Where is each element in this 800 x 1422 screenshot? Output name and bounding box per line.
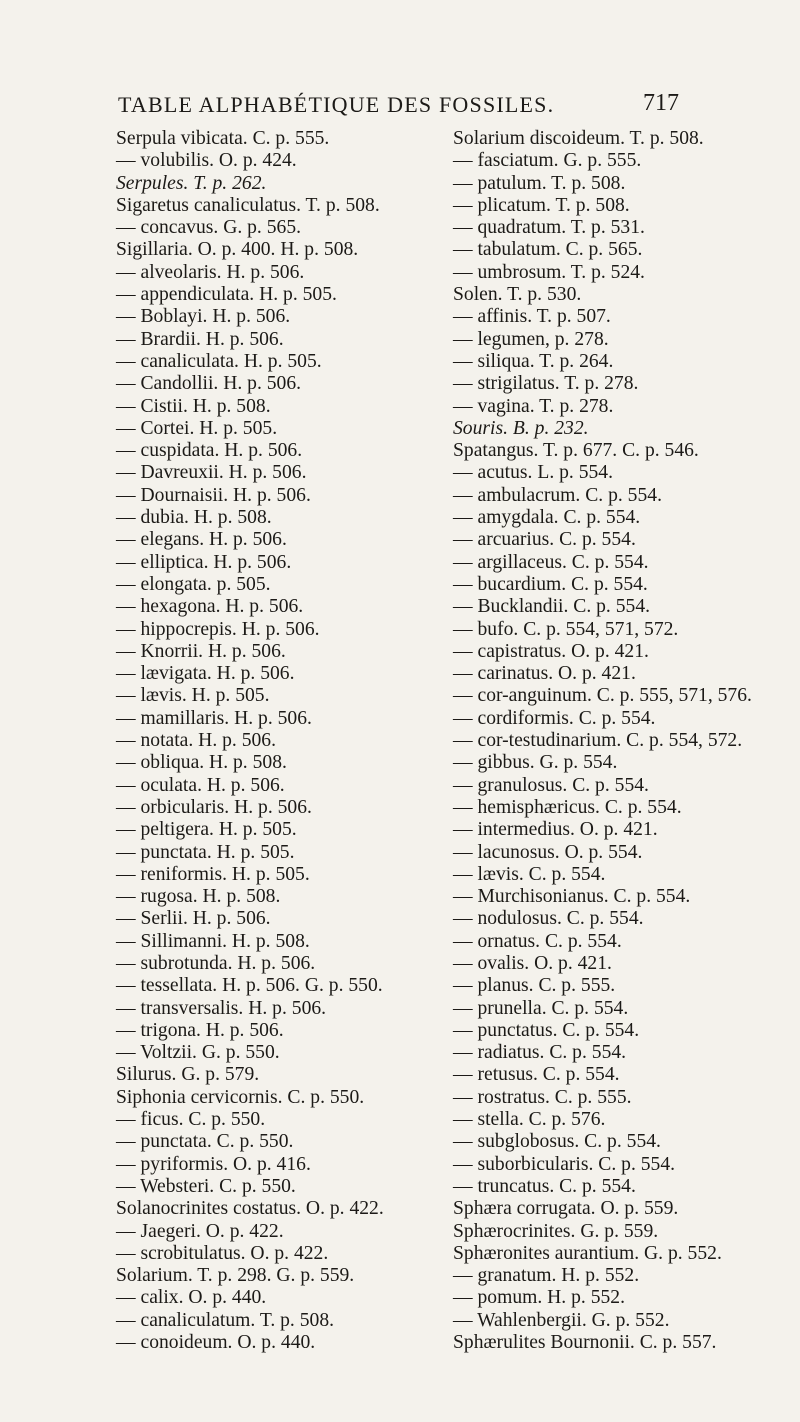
index-column-right (453, 128, 763, 1354)
index-entry: — pyriformis. O. p. 416. (116, 1153, 311, 1175)
index-entry: — carinatus. O. p. 421. (453, 663, 636, 685)
index-entry: — Knorrii. H. p. 506. (116, 640, 286, 662)
index-entry: — hemisphæricus. C. p. 554. (453, 796, 682, 818)
index-entry: — cuspidata. H. p. 506. (116, 440, 303, 462)
index-entry: — transversalis. H. p. 506. (116, 997, 327, 1019)
index-entry: — radiatus. C. p. 554. (453, 1042, 627, 1064)
index-entry: — bucardium. C. p. 554. (453, 573, 648, 595)
index-entry: — tessellata. H. p. 506. G. p. 550. (116, 975, 383, 997)
index-entry: Serpula vibicata. C. p. 555. (116, 128, 330, 149)
index-entry: Sphæronites aurantium. G. p. 552. (453, 1242, 722, 1264)
index-entry: — calix. O. p. 440. (116, 1287, 267, 1309)
index-entry: — acutus. L. p. 554. (453, 462, 613, 484)
index-entry: — amygdala. C. p. 554. (453, 507, 641, 529)
index-entry: — Boblayi. H. p. 506. (116, 306, 291, 328)
page-number: 717 (643, 90, 679, 116)
index-entry: — hippocrepis. H. p. 506. (116, 618, 320, 640)
index-entry: — notata. H. p. 506. (116, 730, 276, 752)
index-entry: — elliptica. H. p. 506. (116, 551, 292, 573)
index-entry: — Wahlenbergii. G. p. 552. (453, 1309, 670, 1331)
index-entry: — lævigata. H. p. 506. (116, 663, 295, 685)
index-entry: — Sillimanni. H. p. 508. (116, 930, 310, 952)
index-entry: — stella. C. p. 576. (453, 1109, 606, 1131)
index-entry: — Davreuxii. H. p. 506. (116, 462, 307, 484)
index-entry: — punctatus. C. p. 554. (453, 1019, 640, 1041)
index-entry: — intermedius. O. p. 421. (453, 819, 658, 841)
index-entry: — Cortei. H. p. 505. (116, 417, 278, 439)
index-entry: — oculata. H. p. 506. (116, 774, 285, 796)
index-entry: — planus. C. p. 555. (453, 975, 616, 997)
index-entry: — Voltzii. G. p. 550. (116, 1042, 280, 1064)
index-entry: — ficus. C. p. 550. (116, 1109, 266, 1131)
index-entry: — obliqua. H. p. 508. (116, 752, 287, 774)
index-entry: — mamillaris. H. p. 506. (116, 707, 312, 729)
index-entry: — ovalis. O. p. 421. (453, 952, 612, 974)
index-entry: — capistratus. O. p. 421. (453, 640, 649, 662)
index-entry: — plicatum. T. p. 508. (453, 194, 630, 216)
index-entry: Solarium. T. p. 298. G. p. 559. (116, 1265, 355, 1287)
index-entry: — Serlii. H. p. 506. (116, 908, 271, 930)
index-entry: — ambulacrum. C. p. 554. (453, 484, 662, 506)
running-header: TABLE ALPHABÉTIQUE DES FOSSILES. (118, 92, 555, 117)
index-entry: — orbicularis. H. p. 506. (116, 796, 312, 818)
index-entry: — ornatus. C. p. 554. (453, 930, 622, 952)
index-entry: — Dournaisii. H. p. 506. (116, 484, 311, 506)
index-entry: — bufo. C. p. 554, 571, 572. (453, 618, 679, 640)
index-entry: — trigona. H. p. 506. (116, 1019, 284, 1041)
index-entry: — Jaegeri. O. p. 422. (116, 1220, 284, 1242)
index-entry: — elongata. p. 505. (116, 573, 271, 595)
index-entry: — canaliculata. H. p. 505. (116, 350, 322, 372)
index-entry: Sphærocrinites. G. p. 559. (453, 1220, 659, 1242)
index-entry: — subrotunda. H. p. 506. (116, 952, 316, 974)
index-entry: — vagina. T. p. 278. (453, 395, 614, 417)
index-entry: Spatangus. T. p. 677. C. p. 546. (453, 440, 699, 462)
index-entry: — tabulatum. C. p. 565. (453, 239, 643, 261)
index-entry: — prunella. C. p. 554. (453, 997, 629, 1019)
index-entry: — reniformis. H. p. 505. (116, 863, 310, 885)
index-entry: — cor-testudinarium. C. p. 554, 572. (453, 730, 743, 752)
index-entry: — elegans. H. p. 506. (116, 529, 287, 551)
index-entry: — canaliculatum. T. p. 508. (116, 1309, 335, 1331)
index-entry: — Candollii. H. p. 506. (116, 373, 302, 395)
index-entry: — retusus. C. p. 554. (453, 1064, 620, 1086)
index-entry: — suborbicularis. C. p. 554. (453, 1153, 676, 1175)
index-entry: Siphonia cervicornis. C. p. 550. (116, 1086, 365, 1108)
index-entry: — hexagona. H. p. 506. (116, 596, 304, 618)
index-entry: — rugosa. H. p. 508. (116, 886, 281, 908)
index-entry: Solanocrinites costatus. O. p. 422. (116, 1198, 384, 1220)
index-entry: — nodulosus. C. p. 554. (453, 908, 644, 930)
index-entry: — punctata. H. p. 505. (116, 841, 295, 863)
index-entry: Silurus. G. p. 579. (116, 1064, 260, 1086)
index-entry: Solen. T. p. 530. (453, 284, 582, 306)
index-entry: Sigillaria. O. p. 400. H. p. 508. (116, 239, 359, 261)
index-entry: — concavus. G. p. 565. (116, 217, 302, 239)
index-entry: — patulum. T. p. 508. (453, 172, 626, 194)
index-entry: — peltigera. H. p. 505. (116, 819, 297, 841)
index-entry: — pomum. H. p. 552. (453, 1287, 625, 1309)
index-entry: Solarium discoideum. T. p. 508. (453, 128, 704, 149)
index-entry: — granulosus. C. p. 554. (453, 774, 649, 796)
index-entry: — lævis. C. p. 554. (453, 863, 606, 885)
index-entry: — truncatus. C. p. 554. (453, 1175, 636, 1197)
index-entry: Sphærulites Bournonii. C. p. 557. (453, 1332, 717, 1354)
index-entry: — lævis. H. p. 505. (116, 685, 270, 707)
index-entry: — siliqua. T. p. 264. (453, 350, 614, 372)
index-entry: — quadratum. T. p. 531. (453, 217, 645, 239)
index-entry: Sigaretus canaliculatus. T. p. 508. (116, 194, 380, 216)
index-entry: — lacunosus. O. p. 554. (453, 841, 643, 863)
index-entry: — conoideum. O. p. 440. (116, 1332, 316, 1354)
index-entry: — Websteri. C. p. 550. (116, 1175, 296, 1197)
index-entry: — Bucklandii. C. p. 554. (453, 596, 651, 618)
index-entry: — scrobitulatus. O. p. 422. (116, 1242, 329, 1264)
index-entry: — legumen, p. 278. (453, 328, 609, 350)
index-entry: — umbrosum. T. p. 524. (453, 261, 645, 283)
index-entry: — Brardii. H. p. 506. (116, 328, 284, 350)
index-entry: — rostratus. C. p. 555. (453, 1086, 632, 1108)
index-entry: Sphæra corrugata. O. p. 559. (453, 1198, 679, 1220)
index-entry: — alveolaris. H. p. 506. (116, 261, 305, 283)
index-entry: — arcuarius. C. p. 554. (453, 529, 636, 551)
index-column-left (116, 128, 421, 1354)
index-entry: — granatum. H. p. 552. (453, 1265, 640, 1287)
index-entry: — dubia. H. p. 508. (116, 507, 272, 529)
index-entry: — Murchisonianus. C. p. 554. (453, 886, 691, 908)
index-entry: — affinis. T. p. 507. (453, 306, 611, 328)
index-entry: — Cistii. H. p. 508. (116, 395, 271, 417)
index-entry: — cordiformis. C. p. 554. (453, 707, 656, 729)
index-entry: — subglobosus. C. p. 554. (453, 1131, 661, 1153)
index-entry: — argillaceus. C. p. 554. (453, 551, 649, 573)
index-entry: Serpules. T. p. 262. (116, 172, 267, 194)
index-entry: — volubilis. O. p. 424. (116, 150, 297, 172)
index-entry: — cor-anguinum. C. p. 555, 571, 576. (453, 685, 752, 707)
index-entry: — fasciatum. G. p. 555. (453, 150, 642, 172)
index-entry: — appendiculata. H. p. 505. (116, 284, 337, 306)
index-entry: — gibbus. G. p. 554. (453, 752, 618, 774)
index-entry: Souris. B. p. 232. (453, 417, 589, 439)
index-entry: — punctata. C. p. 550. (116, 1131, 294, 1153)
index-entry: — strigilatus. T. p. 278. (453, 373, 639, 395)
